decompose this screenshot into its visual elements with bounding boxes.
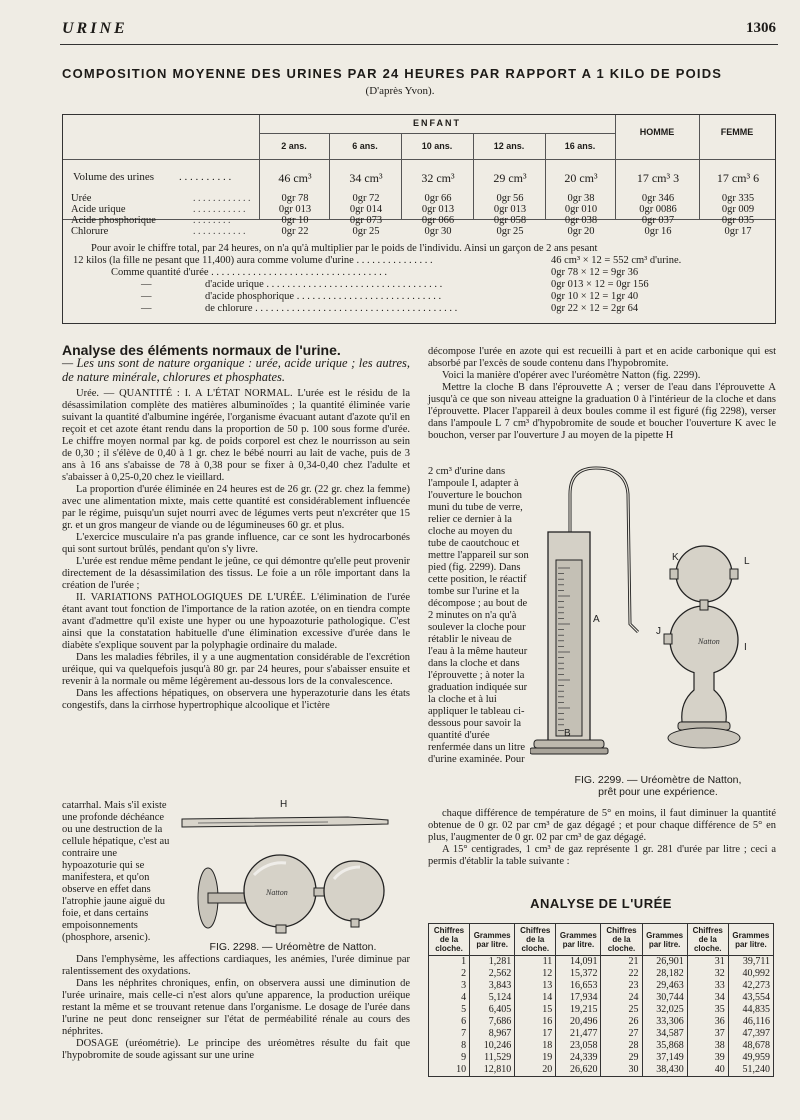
- volume-value: 17 cm³ 6: [716, 171, 760, 185]
- paragraph: A 15° centigrades, 1 cm³ de gaz représente 1 gr. 281 d'urée par litre ; ceci a permis d'établir la table suivante :: [428, 844, 776, 867]
- table-cell: 35,868: [642, 1040, 687, 1052]
- table-cell: 1,281: [470, 956, 515, 969]
- calc-value: 0gr 22 × 12 = 2gr 64: [551, 303, 639, 314]
- table-cell: 43,554: [728, 992, 773, 1004]
- femme-header: FEMME: [720, 127, 754, 137]
- table-cell: 0gr 073: [349, 215, 383, 226]
- table-cell: 0gr 25: [496, 226, 524, 237]
- table-cell: 51,240: [728, 1064, 773, 1077]
- table-row: [429, 956, 774, 969]
- table-cell: 0gr 009: [721, 204, 755, 215]
- col-header: Grammes par litre.: [642, 924, 687, 956]
- calc-value: 0gr 013 × 12 = 0gr 156: [551, 279, 649, 290]
- table-row: [429, 1064, 774, 1077]
- table-cell: 9: [429, 1052, 470, 1064]
- table-cell: 44,835: [728, 1004, 773, 1016]
- composition-source: (D'après Yvon).: [365, 85, 435, 97]
- calc-dash: —: [141, 291, 152, 302]
- table-cell: 34,587: [642, 1028, 687, 1040]
- table-row: [429, 1040, 774, 1052]
- composition-table: ENFANT HOMME FEMME 2 ans. 6 ans. 10 ans. 12 ans. 16 ans. Volume des urines . . . . . . . . . . Urée Acide urique Acide phosphorique Chlorure . . . . . . . . . . . . . . . . . . . . . . . . . . . . . . . . . . . . . . . . . . 46 cm³ 34 cm³ 32 cm³ 29 cm³ 20 cm³ 17 cm³ 3 17 cm³ 6 0gr 78 0gr 72 0gr 66 0gr 56 0gr 38 0gr 346 0gr 335 0gr 013 0gr 014 0gr 013 0gr 013 0gr 010 0gr 0086 0gr 009 0gr 10 0gr 073 0gr 066 0gr 058 0gr 038 0gr 037 0gr 035 0gr 22 0gr 25 0gr 30 0gr 25 0gr 20 0gr 16 0gr 17 Pour avoir le chiffre total, par 24 heures, on n'a qu'à multiplier par le poids de l'individu. Ainsi un garçon de 2 ans pesant 12 kilos (la fille ne pesant que 11,400) aura comme volume d'urine . . . . . . . . . . . . . . . 46 cm³ × 12 = 552 cm³ d'urine. Comme quantité d'urée . . . . . . . . . . . . . . . . . . . . . . . . . . . . . . . . . . 0gr 78 × 12 = 9gr 36 — d'acide urique . . . . . . . . . . . . . . . . . . . . . . . . . . . . . . . . . . 0gr 013 × 12 = 0gr 156 — d'acide phosphorique . . . . . . . . . . . . . . . . . . . . . . . . . . . . 0gr 10 × 12 = 1gr 40 — de chlorure . . . . . . . . . . . . . . . . . . . . . . . . . . . . . . . . . . . . . . . 0gr 22 × 12 = 2gr 64: [62, 114, 776, 324]
- table-cell: 19,215: [556, 1004, 601, 1016]
- volume-value: 29 cm³: [493, 171, 527, 185]
- calc-label: d'acide phosphorique . . . . . . . . . . . . . . . . . . . . . . . . . . . .: [205, 291, 442, 302]
- table-cell: 35: [687, 1004, 728, 1016]
- table-cell: 17: [515, 1028, 556, 1040]
- table-cell: 26,901: [642, 956, 687, 969]
- table-cell: 13: [515, 980, 556, 992]
- table-cell: 10: [429, 1064, 470, 1077]
- table-cell: 8: [429, 1040, 470, 1052]
- calc-dash: —: [141, 279, 152, 290]
- volume-value: 46 cm³: [278, 171, 312, 185]
- homme-header: HOMME: [639, 127, 675, 137]
- table-cell: 21,477: [556, 1028, 601, 1040]
- ureometer-figure-2299: [530, 464, 778, 764]
- page-number: 1306: [746, 20, 776, 36]
- paragraph: DOSAGE (uréométrie). Le principe des uréomètres résulte du fait que l'hypobromite de soude agissant sur une urine: [62, 1038, 410, 1061]
- table-cell: 0gr 10: [281, 215, 309, 226]
- volume-value: 17 cm³ 3: [636, 171, 680, 185]
- table-cell: 28,182: [642, 968, 687, 980]
- table-cell: 0gr 038: [564, 215, 598, 226]
- calc-dash: —: [141, 303, 152, 314]
- age-header: 10 ans.: [421, 141, 453, 151]
- table-cell: 14,091: [556, 956, 601, 969]
- table-cell: 0gr 0086: [639, 204, 677, 215]
- section-heading: Analyse des éléments normaux de l'urine.: [62, 342, 341, 358]
- table-cell: 30: [601, 1064, 642, 1077]
- calc-label: de chlorure . . . . . . . . . . . . . . . . . . . . . . . . . . . . . . . . . . . . . . .: [205, 303, 458, 314]
- note-line-2: 12 kilos (la fille ne pesant que 11,400) aura comme volume d'urine . . . . . . . . . . . . . . .: [73, 255, 433, 266]
- table-cell: 33,306: [642, 1016, 687, 1028]
- paragraph: Dans les néphrites chroniques, enfin, on observera aussi une diminution de l'urée urinaire, mais celle-ci n'est alors qu'une apparence, la production uréique restant la même et se trouvant retenue dans l'organisme. Le dosage de l'urée dans l'urine ne peut donc renseigner sur l'état de perméabilité rénale au cours des néphrites.: [62, 978, 410, 1037]
- table-cell: 3,843: [470, 980, 515, 992]
- table-row: [429, 968, 774, 980]
- right-column-narrow: [428, 466, 530, 766]
- fig-letter-k: K: [672, 552, 679, 563]
- table-row: [429, 1052, 774, 1064]
- table-cell: 31: [687, 956, 728, 969]
- table-cell: 0gr 25: [352, 226, 380, 237]
- table-cell: 38: [687, 1040, 728, 1052]
- table-cell: 8,967: [470, 1028, 515, 1040]
- table-cell: 20: [515, 1064, 556, 1077]
- table-cell: 0gr 346: [641, 193, 675, 204]
- table-cell: 0gr 30: [424, 226, 452, 237]
- table-cell: 0gr 058: [493, 215, 527, 226]
- table-cell: 28: [601, 1040, 642, 1052]
- table-cell: 37,149: [642, 1052, 687, 1064]
- table-cell: 0gr 014: [349, 204, 383, 215]
- table-cell: 0gr 78: [281, 193, 309, 204]
- table-cell: 29: [601, 1052, 642, 1064]
- volume-value: 32 cm³: [421, 171, 455, 185]
- table-cell: 7,686: [470, 1016, 515, 1028]
- right-column: [428, 346, 776, 442]
- table-cell: 40: [687, 1064, 728, 1077]
- table-cell: 18: [515, 1040, 556, 1052]
- row-label: Acide urique: [71, 204, 126, 215]
- table-cell: 10,246: [470, 1040, 515, 1052]
- table-cell: 3: [429, 980, 470, 992]
- fig-letter-a: A: [593, 614, 600, 625]
- table-cell: 0gr 013: [493, 204, 527, 215]
- table-cell: 32: [687, 968, 728, 980]
- volume-label: Volume des urines: [73, 171, 155, 183]
- table-cell: 26: [601, 1016, 642, 1028]
- table-cell: 42,273: [728, 980, 773, 992]
- table-cell: 49,959: [728, 1052, 773, 1064]
- table-cell: 0gr 010: [564, 204, 598, 215]
- right-column-bottom: [428, 808, 776, 868]
- age-header: 2 ans.: [281, 141, 307, 151]
- table-cell: 34: [687, 992, 728, 1004]
- paragraph: Dans l'emphysème, les affections cardiaques, les anémies, l'urée diminue par ralentissement des oxydations.: [62, 954, 410, 977]
- table-cell: 5,124: [470, 992, 515, 1004]
- left-column: [62, 344, 410, 712]
- table-cell: 0gr 56: [496, 193, 524, 204]
- analyse-title: ANALYSE DE L'URÉE: [530, 896, 672, 911]
- table-cell: 2,562: [470, 968, 515, 980]
- table-cell: 36: [687, 1016, 728, 1028]
- row-label: Urée: [71, 193, 92, 204]
- table-cell: 47,397: [728, 1028, 773, 1040]
- table-cell: 0gr 66: [424, 193, 452, 204]
- table-cell: 12: [515, 968, 556, 980]
- table-cell: 40,992: [728, 968, 773, 980]
- col-header: Chiffres de la cloche.: [687, 924, 728, 956]
- table-row: [429, 1004, 774, 1016]
- table-cell: 7: [429, 1028, 470, 1040]
- running-title: URINE: [62, 20, 128, 37]
- table-cell: 25: [601, 1004, 642, 1016]
- header-rule: [60, 44, 778, 45]
- bulb-label: Natton: [266, 888, 288, 897]
- ureometer-figure-2298: [178, 795, 408, 955]
- table-cell: 0gr 20: [567, 226, 595, 237]
- table-cell: 11: [515, 956, 556, 969]
- table-cell: 0gr 335: [721, 193, 755, 204]
- table-cell: 29,463: [642, 980, 687, 992]
- table-cell: 23,058: [556, 1040, 601, 1052]
- table-cell: 0gr 035: [721, 215, 755, 226]
- age-header: 16 ans.: [564, 141, 596, 151]
- paragraph: Mettre la cloche B dans l'éprouvette A ; verser de l'eau dans l'éprouvette A jusqu'à ce que son niveau atteigne la graduation 0 à l'intérieur de la cloche et dans l'éprouvette. Placer l'appareil à deux boules comme il est figuré (fig 2298), verser dans l'ampoule L 7 cm³ d'hypobromite de soude et boucher l'ouverture K avec le bouchon, verser par l'ouverture J au moyen de la pipette H: [428, 382, 776, 441]
- fig-letter-l: L: [744, 556, 750, 567]
- col-header: Grammes par litre.: [470, 924, 515, 956]
- figure-caption-2299-line2: prêt pour une expérience.: [598, 786, 718, 798]
- table-cell: 46,116: [728, 1016, 773, 1028]
- row-label: Acide phosphorique: [71, 215, 156, 226]
- paragraph: Urée. — QUANTITÉ : I. A L'ÉTAT NORMAL. L'urée est le résidu de la désassimilation complète des matières albuminoïdes ; la quantité éliminée varie suivant la quantité d'albumine ingérée, l'organisme évacuant autant d'azote qu'il en reçoit et cet azote étant rendu dans la proportion de 50 p. 100 sous forme d'urée. Le chiffre moyen normal par kg. de poids corporel est chez le nourrisson au sein de 0,30 ; il s'élève de 0,40 à 1 gr. chez le bébé nourri au lait de vache, puis de 3 ans à 16 ans s'abaisse de 78 à 0,38 pour se fixer à 0,34-0,40 chez l'adulte et s'abaisser à 0,25-0,20 chez le vieillard.: [62, 388, 410, 483]
- table-cell: 12,810: [470, 1064, 515, 1077]
- table-cell: 21: [601, 956, 642, 969]
- table-row: [429, 992, 774, 1004]
- paragraph: L'urée est rendue même pendant le jeûne, ce qui démontre qu'elle peut provenir directement de la désassimilation des tissus. Le foie a un rôle important dans la création de l'urée ;: [62, 556, 410, 591]
- table-cell: 6: [429, 1016, 470, 1028]
- table-cell: 0gr 066: [421, 215, 455, 226]
- fig-letter-i: I: [744, 642, 747, 653]
- table-cell: 15: [515, 1004, 556, 1016]
- figure-caption-2298: FIG. 2298. — Uréomètre de Natton.: [209, 941, 377, 953]
- table-cell: 20,496: [556, 1016, 601, 1028]
- table-cell: 0gr 16: [644, 226, 672, 237]
- enfant-header: ENFANT: [413, 118, 461, 128]
- col-header: Chiffres de la cloche.: [601, 924, 642, 956]
- table-cell: 39: [687, 1052, 728, 1064]
- paragraph: II. VARIATIONS PATHOLOGIQUES DE L'URÉE. L'élimination de l'urée étant avant tout fonction de l'importance de la ration azotée, on en tiendra compte avant d'admettre qu'il existe une hyper ou une hypoazoturie pathologique. C'est ainsi que la constatation habituelle d'une élimination excessive d'urée dans le diabète s'explique souvent par la polyphagie ordinaire du malade.: [62, 592, 410, 651]
- table-cell: 48,678: [728, 1040, 773, 1052]
- calc-label: d'acide urique . . . . . . . . . . . . . . . . . . . . . . . . . . . . . . . . . .: [205, 279, 443, 290]
- col-header: Chiffres de la cloche.: [429, 924, 470, 956]
- paragraph: décompose l'urée en azote qui est recueilli à part et en acide carbonique qui est absorbé par l'excès de soude contenu dans l'hypobromite.: [428, 346, 776, 369]
- col-header: Grammes par litre.: [556, 924, 601, 956]
- table-cell: 5: [429, 1004, 470, 1016]
- table-cell: 0gr 013: [421, 204, 455, 215]
- table-cell: 0gr 037: [641, 215, 675, 226]
- col-header: Grammes par litre.: [728, 924, 773, 956]
- left-column-narrow: [62, 800, 174, 944]
- table-cell: 26,620: [556, 1064, 601, 1077]
- table-cell: 22: [601, 968, 642, 980]
- table-cell: 1: [429, 956, 470, 969]
- col-header: Chiffres de la cloche.: [515, 924, 556, 956]
- table-cell: 16: [515, 1016, 556, 1028]
- table-cell: 38,430: [642, 1064, 687, 1077]
- volume-value: 20 cm³: [564, 171, 598, 185]
- table-row: [429, 1016, 774, 1028]
- note-line-2-value: 46 cm³ × 12 = 552 cm³ d'urine.: [551, 255, 682, 266]
- paragraph: Dans les affections hépatiques, on observera une hyperazoturie dans les états congestifs, dans la cirrhose hypertrophique alcoolique et l'ictère: [62, 688, 410, 711]
- paragraph: Dans les maladies fébriles, il y a une augmentation considérable de l'excrétion uréique, qui va quelquefois jusqu'à 80 gr. par 24 heures, pour s'abaisser ensuite et revenir à la normale ou même légèrement au-dessous lors de la convalescence.: [62, 652, 410, 687]
- table-cell: 19: [515, 1052, 556, 1064]
- table-cell: 6,405: [470, 1004, 515, 1016]
- composition-title: COMPOSITION MOYENNE DES URINES PAR 24 HEURES PAR RAPPORT A 1 KILO DE POIDS: [62, 66, 723, 81]
- paragraph: 2 cm³ d'urine dans l'ampoule I, adapter à l'ouverture le bouchon muni du tube de verre, relier ce dernier à la cloche au moyen du tube de caoutchouc et mettre l'appareil sur son pied (fig. 2299). Dans cette position, le réactif tombe sur l'urine et la décompose ; au bout de 2 minutes on n'a qu'à soulever la cloche pour rétablir le niveau de l'eau à la même hauteur dans la cloche et dans l'éprouvette ; à noter la graduation indiquée sur la cloche et à lui appliquer le tableau ci-dessous pour savoir la quantité d'urée renfermée dans un litre d'urine examinée. Pour: [428, 466, 529, 765]
- volume-value: 34 cm³: [349, 171, 383, 185]
- calc-value: 0gr 78 × 12 = 9gr 36: [551, 267, 639, 278]
- table-cell: 0gr 013: [278, 204, 312, 215]
- table-row: [429, 980, 774, 992]
- paragraph: chaque différence de température de 5° en moins, il faut diminuer la quantité obtenue de 0 gr. 02 par cm³ de gaz dégagé ; et pour chaque différence de 5° en plus, l'augmenter de 0 gr. 02 par cm³ de gaz dégagé.: [428, 808, 776, 843]
- paragraph: Voici la manière d'opérer avec l'uréomètre Natton (fig. 2299).: [442, 370, 701, 381]
- age-header: 6 ans.: [352, 141, 378, 151]
- table-cell: 33: [687, 980, 728, 992]
- table-cell: 11,529: [470, 1052, 515, 1064]
- note-line-1: Pour avoir le chiffre total, par 24 heures, on n'a qu'à multiplier par le poids de l'individu. Ainsi un garçon de 2 ans pesant: [91, 243, 598, 254]
- table-cell: 17,934: [556, 992, 601, 1004]
- table-cell: 24,339: [556, 1052, 601, 1064]
- table-cell: 2: [429, 968, 470, 980]
- analyse-table: [428, 923, 774, 1077]
- section-subheading: — Les uns sont de nature organique : urée, acide urique ; les autres, de nature minérale, chlorures et phosphates.: [62, 356, 410, 384]
- table-cell: 15,372: [556, 968, 601, 980]
- table-row: [429, 1028, 774, 1040]
- table-cell: 32,025: [642, 1004, 687, 1016]
- table-cell: 16,653: [556, 980, 601, 992]
- paragraph: L'exercice musculaire n'a pas grande influence, car ce sont les hydrocarbonés qui sont surtout brûlés, pendant qu'on s'y livre.: [62, 532, 410, 555]
- table-cell: 14: [515, 992, 556, 1004]
- table-cell: 39,711: [728, 956, 773, 969]
- age-header: 12 ans.: [493, 141, 525, 151]
- table-cell: 24: [601, 992, 642, 1004]
- calc-label: Comme quantité d'urée . . . . . . . . . . . . . . . . . . . . . . . . . . . . . . . . . .: [111, 267, 388, 278]
- figure-letter-h: H: [280, 799, 288, 810]
- calc-value: 0gr 10 × 12 = 1gr 40: [551, 291, 639, 302]
- fig-letter-j: J: [656, 626, 661, 637]
- table-cell: 30,744: [642, 992, 687, 1004]
- figure-caption-2299: FIG. 2299. — Uréomètre de Natton,: [574, 774, 742, 786]
- table-cell: 0gr 17: [724, 226, 752, 237]
- left-column-bottom: [62, 954, 410, 1062]
- table-cell: 27: [601, 1028, 642, 1040]
- table-cell: 23: [601, 980, 642, 992]
- table-cell: 0gr 72: [352, 193, 380, 204]
- table-cell: 37: [687, 1028, 728, 1040]
- table-cell: 4: [429, 992, 470, 1004]
- paragraph: La proportion d'urée éliminée en 24 heures est de 26 gr. (22 gr. chez la femme) avec une alimentation mixte, mais cette quantité est considérablement influencée par le régime, puisqu'un sujet nourri avec de légumes verts peut n'excréter que 15 gr. et un gros mangeur de viande ou de légumineuses 60 gr. et plus.: [62, 484, 410, 531]
- table-cell: 0gr 38: [567, 193, 595, 204]
- row-label: Chlorure: [71, 226, 109, 237]
- paragraph: catarrhal. Mais s'il existe une profonde déchéance ou une destruction de la cellule hépatique, c'est au contraire une hypoazoturie qui se manifestera, et qu'on observe en effet dans l'atrophie jaune aiguë du foie, et dans certains empoisonnements (phosphore, arsenic).: [62, 800, 170, 943]
- bulb-label: Natton: [698, 637, 720, 646]
- table-cell: 0gr 22: [281, 226, 309, 237]
- fig-letter-b: B: [564, 728, 571, 739]
